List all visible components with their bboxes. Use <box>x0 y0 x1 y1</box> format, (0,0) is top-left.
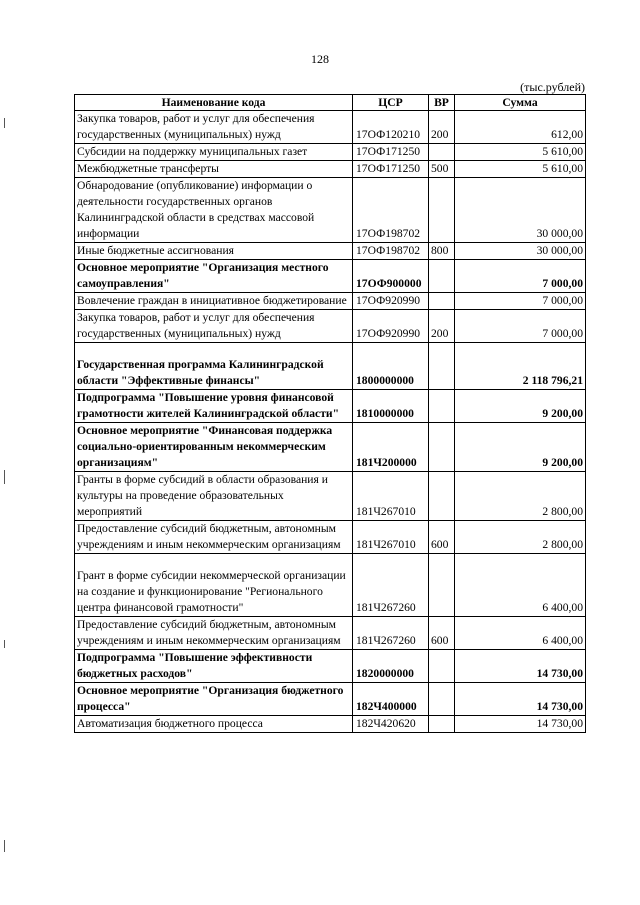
table-row <box>75 716 586 733</box>
scan-edge-mark <box>4 118 5 128</box>
row-name: Гранты в форме субсидий в области образования и культуры на проведение образовательных мероприятий <box>75 472 353 521</box>
row-sum: 14 730,00 <box>455 650 586 683</box>
row-sum: 7 000,00 <box>455 260 586 293</box>
table-row <box>75 293 586 310</box>
table-row <box>75 472 586 521</box>
row-sum: 7 000,00 <box>455 293 586 310</box>
row-sum: 2 118 796,21 <box>455 343 586 390</box>
scan-edge-mark <box>4 840 5 852</box>
table-row <box>75 243 586 260</box>
header-vr: ВР <box>429 95 455 111</box>
row-csr: 17ОФ920990 <box>353 293 429 310</box>
row-csr: 181Ч267260 <box>353 554 429 617</box>
row-sum: 30 000,00 <box>455 178 586 243</box>
page-number: 128 <box>311 52 329 66</box>
table-row <box>75 178 586 243</box>
row-name: Грант в форме субсидии некоммерческой организации на создание и функционирование "Регионального центра финансовой грамотности" <box>75 554 353 617</box>
table-row <box>75 161 586 178</box>
row-name: Подпрограмма "Повышение уровня финансовой грамотности жителей Калининградской области" <box>75 390 353 423</box>
row-sum: 7 000,00 <box>455 310 586 343</box>
row-sum: 5 610,00 <box>455 144 586 161</box>
table-row <box>75 390 586 423</box>
row-csr: 17ОФ171250 <box>353 144 429 161</box>
row-vr <box>429 144 455 161</box>
row-csr: 1800000000 <box>353 343 429 390</box>
table-row <box>75 343 586 390</box>
row-csr: 17ОФ198702 <box>353 178 429 243</box>
row-name: Вовлечение граждан в инициативное бюджетирование <box>75 293 353 310</box>
row-name: Обнародование (опубликование) информации о деятельности государственных органов Калининградской области в средствах массовой информации <box>75 178 353 243</box>
row-vr <box>429 260 455 293</box>
row-vr <box>429 683 455 716</box>
row-csr: 181Ч267010 <box>353 521 429 554</box>
table-row <box>75 310 586 343</box>
row-sum: 2 800,00 <box>455 521 586 554</box>
row-name: Закупка товаров, работ и услуг для обеспечения государственных (муниципальных) нужд <box>75 111 353 144</box>
row-vr <box>429 343 455 390</box>
units-label: (тыс.рублей) <box>520 80 585 94</box>
row-csr: 182Ч420620 <box>353 716 429 733</box>
table-row <box>75 144 586 161</box>
row-vr: 600 <box>429 521 455 554</box>
row-name: Предоставление субсидий бюджетным, автономным учреждениям и иным некоммерческим организациям <box>75 521 353 554</box>
row-sum: 9 200,00 <box>455 423 586 472</box>
row-name: Государственная программа Калининградской области "Эффективные финансы" <box>75 343 353 390</box>
row-vr <box>429 554 455 617</box>
row-vr: 800 <box>429 243 455 260</box>
row-name: Субсидии на поддержку муниципальных газет <box>75 144 353 161</box>
row-csr: 181Ч200000 <box>353 423 429 472</box>
header-name: Наименование кода <box>75 95 353 111</box>
table-row <box>75 111 586 144</box>
row-sum: 6 400,00 <box>455 617 586 650</box>
row-name: Основное мероприятие "Организация бюджетного процесса" <box>75 683 353 716</box>
row-sum: 14 730,00 <box>455 683 586 716</box>
row-sum: 6 400,00 <box>455 554 586 617</box>
row-vr: 600 <box>429 617 455 650</box>
row-csr: 181Ч267260 <box>353 617 429 650</box>
row-sum: 14 730,00 <box>455 716 586 733</box>
row-name: Предоставление субсидий бюджетным, автономным учреждениям и иным некоммерческим организациям <box>75 617 353 650</box>
table-row <box>75 617 586 650</box>
table-row <box>75 650 586 683</box>
row-vr <box>429 293 455 310</box>
row-sum: 612,00 <box>455 111 586 144</box>
row-vr: 200 <box>429 111 455 144</box>
row-vr <box>429 650 455 683</box>
row-name: Основное мероприятие "Финансовая поддержка социально-ориентированным некоммерческим организациям" <box>75 423 353 472</box>
row-csr: 1810000000 <box>353 390 429 423</box>
row-vr <box>429 390 455 423</box>
row-csr: 182Ч400000 <box>353 683 429 716</box>
row-vr <box>429 423 455 472</box>
row-sum: 5 610,00 <box>455 161 586 178</box>
table-row <box>75 260 586 293</box>
row-csr: 17ОФ198702 <box>353 243 429 260</box>
row-csr: 17ОФ920990 <box>353 310 429 343</box>
table-row <box>75 423 586 472</box>
row-name: Закупка товаров, работ и услуг для обеспечения государственных (муниципальных) нужд <box>75 310 353 343</box>
row-name: Иные бюджетные ассигнования <box>75 243 353 260</box>
row-name: Подпрограмма "Повышение эффективности бюджетных расходов" <box>75 650 353 683</box>
table-row <box>75 521 586 554</box>
table-row <box>75 554 586 617</box>
row-vr: 200 <box>429 310 455 343</box>
row-csr: 17ОФ120210 <box>353 111 429 144</box>
row-vr <box>429 178 455 243</box>
row-sum: 9 200,00 <box>455 390 586 423</box>
scan-edge-mark <box>4 470 5 484</box>
table-header-row <box>75 95 586 111</box>
budget-table <box>74 94 586 733</box>
row-vr <box>429 716 455 733</box>
row-sum: 2 800,00 <box>455 472 586 521</box>
row-csr: 17ОФ900000 <box>353 260 429 293</box>
row-vr: 500 <box>429 161 455 178</box>
header-sum: Сумма <box>455 95 586 111</box>
row-name: Межбюджетные трансферты <box>75 161 353 178</box>
row-vr <box>429 472 455 521</box>
row-csr: 17ОФ171250 <box>353 161 429 178</box>
header-csr: ЦСР <box>353 95 429 111</box>
row-csr: 1820000000 <box>353 650 429 683</box>
table-body <box>75 111 586 733</box>
row-name: Автоматизация бюджетного процесса <box>75 716 353 733</box>
row-csr: 181Ч267010 <box>353 472 429 521</box>
scan-edge-mark <box>4 640 5 648</box>
table-row <box>75 683 586 716</box>
row-sum: 30 000,00 <box>455 243 586 260</box>
row-name: Основное мероприятие "Организация местного самоуправления" <box>75 260 353 293</box>
